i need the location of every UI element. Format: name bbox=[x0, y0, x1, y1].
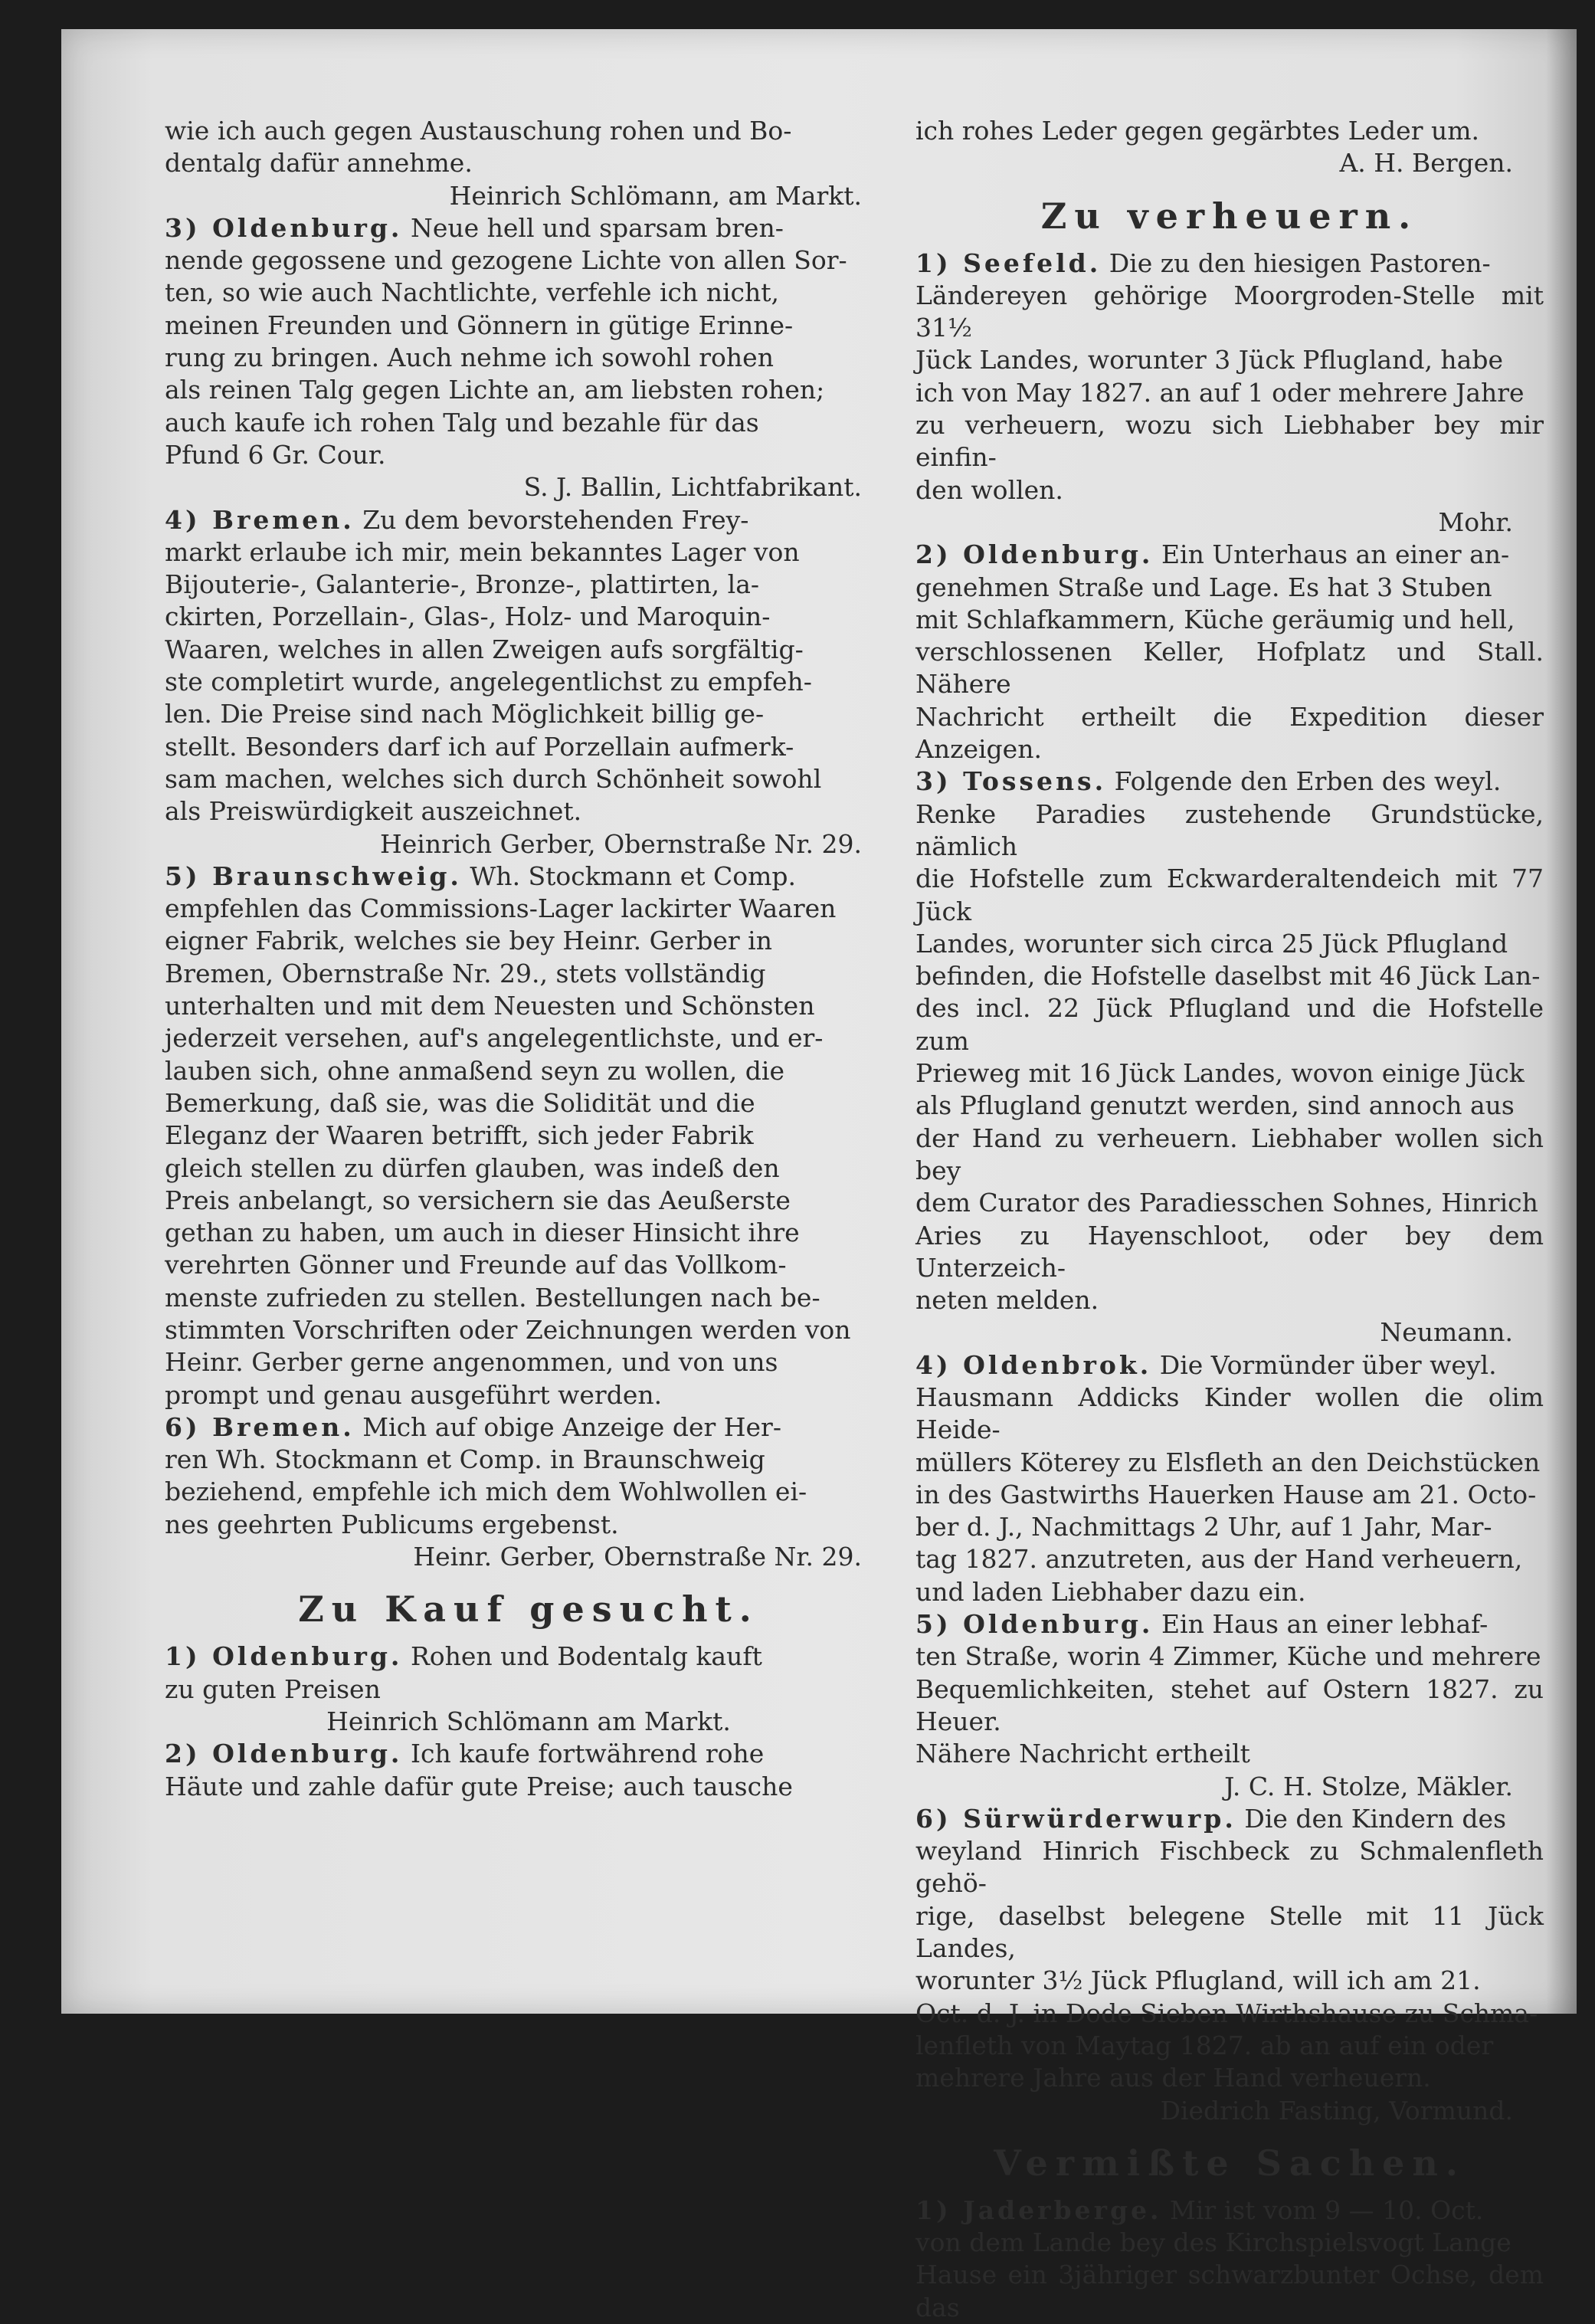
text-line: Neue hell und sparsam bren- bbox=[410, 212, 784, 243]
text-line: müllers Köterey zu Elsfleth an den Deichstücken bbox=[915, 1447, 1541, 1477]
notice-place: 5) Braunschweig. bbox=[165, 860, 462, 891]
text-line: Mich auf obige Anzeige der Her- bbox=[362, 1411, 781, 1442]
text-line: dem Curator des Paradiesschen Sohnes, Hinrich bbox=[915, 1188, 1538, 1218]
text-line: Waaren, welches in allen Zweigen aufs sorgfältig- bbox=[165, 634, 804, 664]
text-line: Ein Haus an einer lebhaf- bbox=[1161, 1609, 1489, 1640]
text-line: ten, so wie auch Nachtlichte, verfehle ich nicht, bbox=[165, 277, 780, 308]
notice-place: 5) Oldenburg. bbox=[915, 1609, 1154, 1640]
notice-continuation bbox=[915, 115, 1544, 147]
text-line: Die den Kindern des bbox=[1244, 1803, 1507, 1834]
text-line: lenfleth von Maytag 1827. ab an auf ein oder bbox=[915, 2030, 1494, 2060]
notice-tossens bbox=[915, 765, 1544, 1316]
text-line: menste zufrieden zu stellen. Bestellungen nach be- bbox=[165, 1282, 820, 1313]
notice-jaderberge bbox=[915, 2195, 1544, 2324]
section-heading-kauf: Zu Kauf gesucht. bbox=[298, 1588, 759, 1631]
text-line: Landes, worunter sich circa 25 Jück Pflugland bbox=[915, 928, 1508, 959]
text-line: nende gegossene und gezogene Lichte von allen Sor- bbox=[165, 245, 847, 276]
right-column bbox=[915, 115, 1544, 2324]
text-line: die Hofstelle zum Eckwarderaltendeich mit 77 Jück bbox=[915, 864, 1544, 926]
text-line: von dem Lande bey des Kirchspielsvogt Lange bbox=[915, 2227, 1511, 2258]
text-line: als Preiswürdigkeit auszeichnet. bbox=[165, 796, 582, 827]
text-line: unterhalten und mit dem Neuesten und Schönsten bbox=[165, 991, 815, 1021]
notice-place: 3) Oldenburg. bbox=[165, 212, 403, 243]
notice-continuation bbox=[165, 115, 892, 180]
text-line: nes geehrten Publicums ergebenst. bbox=[165, 1509, 619, 1539]
signature: Heinrich Schlömann, am Markt. bbox=[449, 180, 862, 211]
text-line: befinden, die Hofstelle daselbst mit 46 Jück Lan- bbox=[915, 961, 1541, 992]
text-line: Bequemlichkeiten, stehet auf Ostern 1827. zu Heuer. bbox=[915, 1673, 1544, 1736]
text-line: stimmten Vorschriften oder Zeichnungen werden von bbox=[165, 1314, 851, 1345]
text-line: Oct. d. J. in Dode Sieben Wirthshause zu Schma- bbox=[915, 1998, 1538, 2028]
text-line: auch kaufe ich rohen Talg und bezahle für das bbox=[165, 407, 759, 438]
text-line: rung zu bringen. Auch nehme ich sowohl rohen bbox=[165, 343, 774, 373]
notice-place: 6) Bremen. bbox=[165, 1411, 355, 1442]
notice-braunschweig bbox=[165, 860, 892, 1411]
signature: Heinrich Schlömann am Markt. bbox=[326, 1706, 731, 1736]
text-line: des incl. 22 Jück Pflugland und die Hofstelle zum bbox=[915, 993, 1544, 1056]
notice-bremen-freymarkt bbox=[165, 504, 892, 828]
text-line: rige, daselbst belegene Stelle mit 11 Jück Landes, bbox=[915, 1900, 1544, 1964]
text-line: Mir ist vom 9 — 10. Oct. bbox=[1170, 2195, 1484, 2225]
notice-place: 1) Oldenburg. bbox=[165, 1641, 403, 1672]
notice-place: 4) Oldenbrok. bbox=[915, 1349, 1152, 1380]
notice-oldenburg-haeute bbox=[165, 1738, 892, 1803]
text-line: genehmen Straße und Lage. Es hat 3 Stuben bbox=[915, 572, 1492, 602]
text-line: Prieweg mit 16 Jück Landes, wovon einige Jück bbox=[915, 1058, 1525, 1089]
section-heading-vermisste: Vermißte Sachen. bbox=[994, 2142, 1466, 2184]
text-line: len. Die Preise sind nach Möglichkeit billig ge- bbox=[165, 699, 765, 729]
notice-oldenburg-talg bbox=[165, 1641, 892, 1706]
notice-oldenbrok bbox=[915, 1349, 1544, 1608]
notice-bremen-empfehlung bbox=[165, 1411, 892, 1541]
notice-place: 3) Tossens. bbox=[915, 766, 1107, 797]
text-line: Häute und zahle dafür gute Preise; auch tausche bbox=[165, 1771, 793, 1801]
text-line: mit Schlafkammern, Küche geräumig und hell, bbox=[915, 604, 1515, 634]
text-line: meinen Freunden und Gönnern in gütige Erinne- bbox=[165, 310, 794, 340]
text-line: Preis anbelangt, so versichern sie das Aeußerste bbox=[165, 1185, 791, 1215]
text-line: wie ich auch gegen Austauschung rohen und Bo- bbox=[165, 116, 792, 146]
text-line: in des Gastwirths Hauerken Hause am 21. Octo- bbox=[915, 1479, 1537, 1509]
text-line: jederzeit versehen, auf's angelegentlichste, und er- bbox=[165, 1023, 824, 1054]
text-line: als reinen Talg gegen Lichte an, am liebsten rohen; bbox=[165, 375, 825, 405]
text-line: weyland Hinrich Fischbeck zu Schmalenfleth gehö- bbox=[915, 1836, 1544, 1899]
text-line: Jück Landes, worunter 3 Jück Pflugland, habe bbox=[915, 345, 1504, 375]
text-line: ren Wh. Stockmann et Comp. in Braunschweig bbox=[165, 1444, 765, 1475]
text-line: Aries zu Hayenschloot, oder bey dem Unterzeich- bbox=[915, 1220, 1544, 1283]
text-line: stellt. Besonders darf ich auf Porzellain aufmerk- bbox=[165, 731, 794, 762]
text-line: Zu dem bevorstehenden Frey- bbox=[362, 504, 749, 535]
notice-place: 2) Oldenburg. bbox=[915, 539, 1154, 570]
text-line: Renke Paradies zustehende Grundstücke, nämlich bbox=[915, 798, 1544, 861]
notice-oldenburg-lichte bbox=[165, 212, 892, 471]
text-line: lauben sich, ohne anmaßend seyn zu wollen, die bbox=[165, 1055, 784, 1086]
text-line: Hause ein 3jähriger schwarzbunter Ochse, dem das bbox=[915, 2260, 1544, 2322]
text-line: Wh. Stockmann et Comp. bbox=[470, 860, 797, 891]
text-line: markt erlaube ich mir, mein bekanntes Lager von bbox=[165, 536, 800, 567]
text-line: Pfund 6 Gr. Cour. bbox=[165, 439, 386, 470]
text-line: beziehend, empfehle ich mich dem Wohlwollen ei- bbox=[165, 1477, 807, 1507]
text-line: Ein Unterhaus an einer an- bbox=[1161, 539, 1510, 570]
text-line: verehrten Gönner und Freunde auf das Vollkom- bbox=[165, 1250, 787, 1280]
text-line: zu verheuern, wozu sich Liebhaber bey mir einfin- bbox=[915, 410, 1544, 473]
text-line: der Hand zu verheuern. Liebhaber wollen sich bey bbox=[915, 1123, 1544, 1185]
text-line: Nachricht ertheilt die Expedition dieser Anzeigen. bbox=[915, 701, 1544, 765]
notice-place: 1) Seefeld. bbox=[915, 247, 1102, 278]
text-line: sam machen, welches sich durch Schönheit sowohl bbox=[165, 763, 822, 794]
notice-place: 2) Oldenburg. bbox=[165, 1739, 403, 1769]
text-line: Ländereyen gehörige Moorgroden-Stelle mit 31½ bbox=[915, 280, 1544, 343]
text-line: ber d. J., Nachmittags 2 Uhr, auf 1 Jahr, Mar- bbox=[915, 1512, 1492, 1542]
text-line: neten melden. bbox=[915, 1285, 1099, 1316]
text-line: ckirten, Porzellain-, Glas-, Holz- und Maroquin- bbox=[165, 601, 771, 632]
signature: Heinrich Gerber, Obernstraße Nr. 29. bbox=[379, 828, 862, 859]
section-heading-verheuern: Zu verheuern. bbox=[1040, 195, 1419, 237]
text-line: eigner Fabrik, welches sie bey Heinr. Gerber in bbox=[165, 926, 772, 956]
text-line: den wollen. bbox=[915, 474, 1063, 505]
text-line: zu guten Preisen bbox=[165, 1673, 381, 1704]
text-line: dentalg dafür annehme. bbox=[165, 148, 473, 179]
text-line: Nähere Nachricht ertheilt bbox=[915, 1739, 1250, 1769]
notice-oldenburg-haus bbox=[915, 1608, 1544, 1770]
text-line: und laden Liebhaber dazu ein. bbox=[915, 1576, 1306, 1607]
text-line: als Pflugland genutzt werden, sind annoch aus bbox=[915, 1090, 1515, 1121]
signature: Mohr. bbox=[1438, 506, 1513, 537]
left-column bbox=[165, 115, 892, 1803]
text-line: worunter 3½ Jück Pflugland, will ich am 21. bbox=[915, 1965, 1481, 1996]
signature: A. H. Bergen. bbox=[1339, 148, 1513, 179]
text-line: Eleganz der Waaren betrifft, sich jeder Fabrik bbox=[165, 1120, 754, 1151]
text-line: Die Vormünder über weyl. bbox=[1159, 1349, 1497, 1380]
signature: S. J. Ballin, Lichtfabrikant. bbox=[523, 472, 862, 503]
signature: Heinr. Gerber, Obernstraße Nr. 29. bbox=[413, 1542, 862, 1572]
page-edge-shadow bbox=[1546, 29, 1577, 2014]
signature: Diedrich Fasting, Vormund. bbox=[1160, 2095, 1513, 2126]
text-line: tag 1827. anzutreten, aus der Hand verheuern, bbox=[915, 1544, 1523, 1575]
text-line: Bremen, Obernstraße Nr. 29., stets vollständig bbox=[165, 958, 766, 988]
text-line: gleich stellen zu dürfen glauben, was indeß den bbox=[165, 1152, 780, 1183]
text-line: Bemerkung, daß sie, was die Solidität und die bbox=[165, 1087, 755, 1118]
text-line: ten Straße, worin 4 Zimmer, Küche und mehrere bbox=[915, 1641, 1541, 1672]
text-line: ste completirt wurde, angelegentlichst zu empfeh- bbox=[165, 667, 812, 697]
text-line: Ich kaufe fortwährend rohe bbox=[410, 1739, 765, 1769]
text-line: verschlossenen Keller, Hofplatz und Stall. Nähere bbox=[915, 637, 1544, 700]
notice-place: 6) Sürwürderwurp. bbox=[915, 1803, 1236, 1834]
text-line: Die zu den hiesigen Pastoren- bbox=[1109, 247, 1491, 278]
text-line: ich rohes Leder gegen gegärbtes Leder um. bbox=[915, 116, 1480, 146]
signature: Neumann. bbox=[1380, 1317, 1513, 1348]
text-line: Bijouterie-, Galanterie-, Bronze-, plattirten, la- bbox=[165, 569, 760, 600]
text-line: mehrere Jahre aus der Hand verheuern. bbox=[915, 2063, 1431, 2093]
notice-place: 1) Jaderberge. bbox=[915, 2195, 1162, 2225]
text-line: Rohen und Bodentalg kauft bbox=[410, 1641, 762, 1672]
text-line: Hausmann Addicks Kinder wollen die olim Heide- bbox=[915, 1382, 1544, 1445]
notice-seefeld bbox=[915, 247, 1544, 506]
text-line: gethan zu haben, um auch in dieser Hinsicht ihre bbox=[165, 1218, 800, 1248]
text-line: ich von May 1827. an auf 1 oder mehrere Jahre bbox=[915, 377, 1525, 408]
text-line: Heinr. Gerber gerne angenommen, und von uns bbox=[165, 1347, 778, 1378]
signature: J. C. H. Stolze, Mäkler. bbox=[1224, 1771, 1513, 1801]
text-line: prompt und genau ausgeführt werden. bbox=[165, 1379, 663, 1410]
notice-place: 4) Bremen. bbox=[165, 504, 355, 535]
notice-suerwuerderwurp bbox=[915, 1803, 1544, 2095]
text-line: empfehlen das Commissions-Lager lackirter Waaren bbox=[165, 893, 837, 924]
notice-oldenburg-unterhaus bbox=[915, 539, 1544, 765]
text-line: Folgende den Erben des weyl. bbox=[1114, 766, 1502, 797]
